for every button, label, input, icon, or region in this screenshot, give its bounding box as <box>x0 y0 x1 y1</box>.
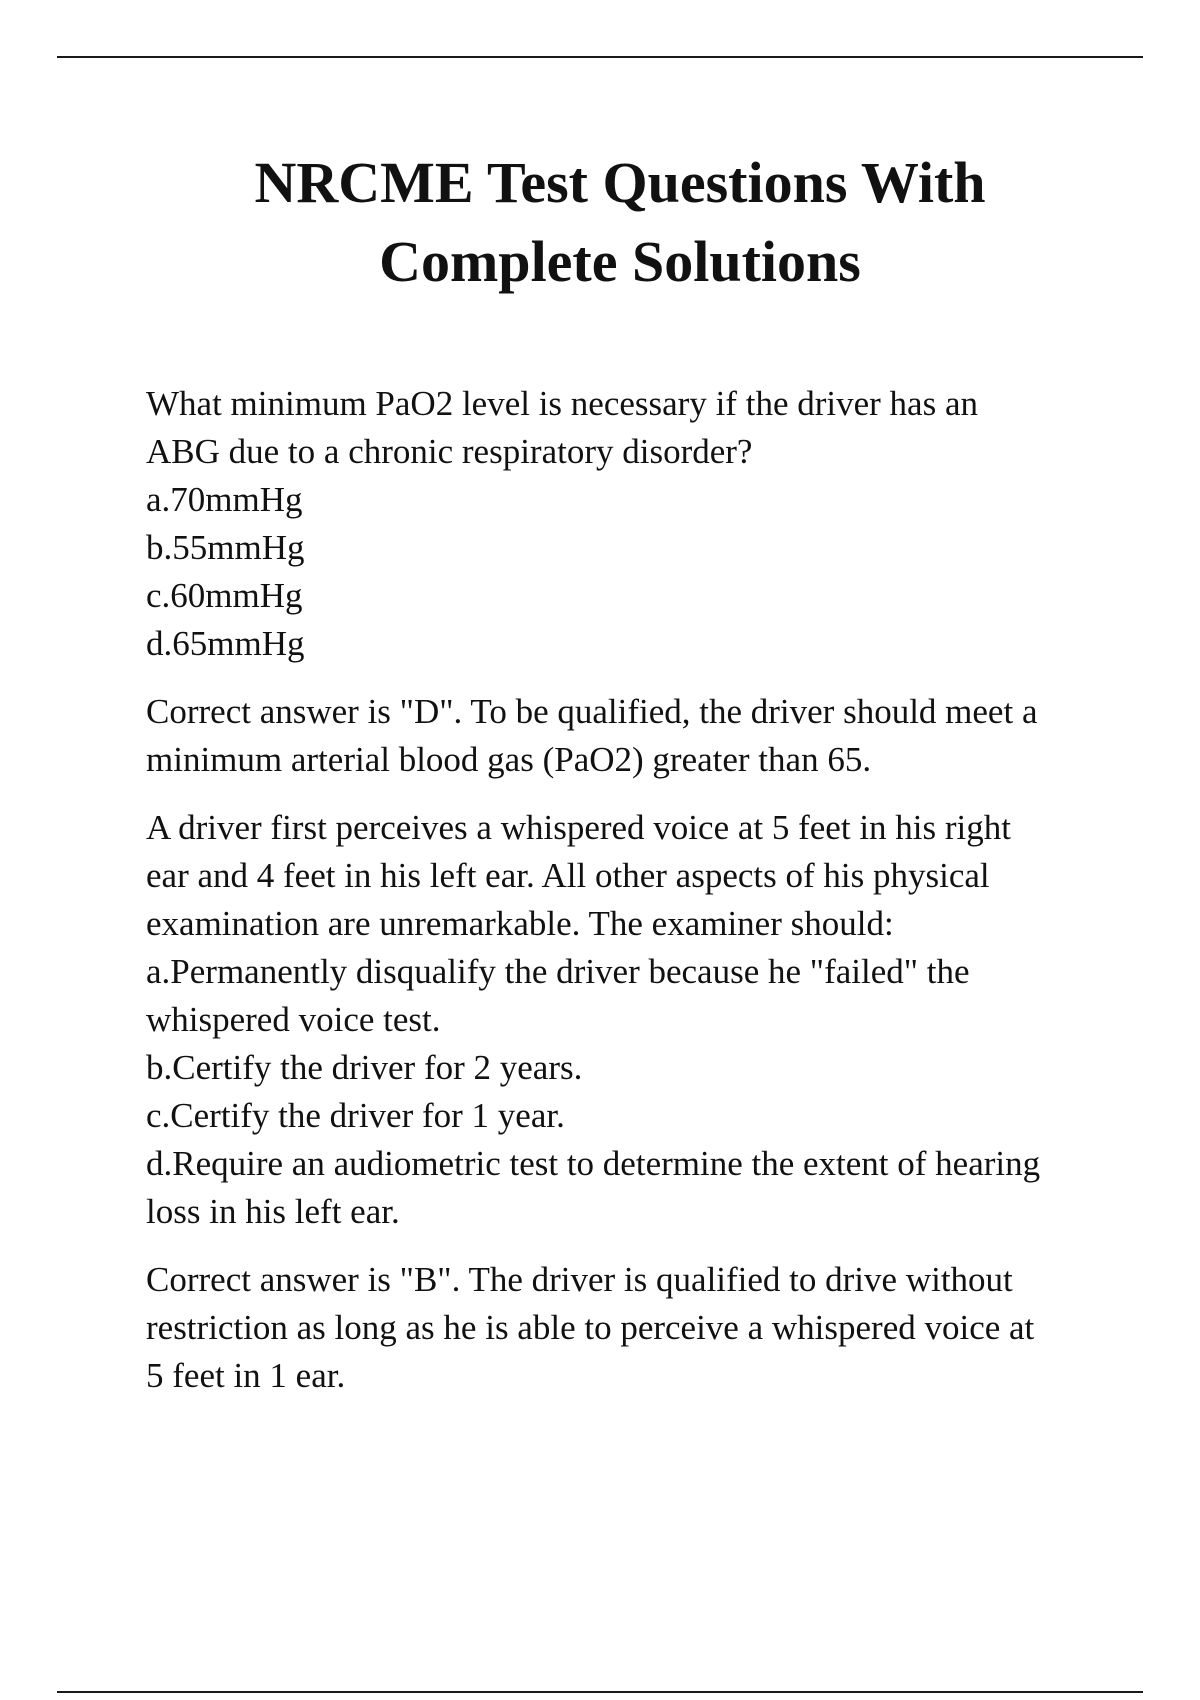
option-b: b.55mmHg <box>146 528 305 567</box>
document-title <box>100 143 1140 301</box>
answer-text: restriction as long as he is able to perceive a whispered voice at <box>146 1308 1035 1347</box>
answer-2 <box>146 1256 1106 1400</box>
option-a: a.Permanently disqualify the driver because he "failed" the <box>146 952 970 991</box>
answer-1 <box>146 688 1106 784</box>
footer-rule <box>57 1691 1143 1693</box>
answer-text: Correct answer is "B". The driver is qualified to drive without <box>146 1260 1013 1299</box>
title-line: NRCME Test Questions With <box>254 150 986 215</box>
option-d-cont: loss in his left ear. <box>146 1192 400 1231</box>
option-c: c.Certify the driver for 1 year. <box>146 1096 565 1135</box>
answer-text: Correct answer is "D". To be qualified, the driver should meet a <box>146 692 1038 731</box>
question-text: A driver first perceives a whispered voice at 5 feet in his right <box>146 808 1011 847</box>
option-a: a.70mmHg <box>146 480 303 519</box>
header-rule <box>57 56 1143 58</box>
option-d: d.Require an audiometric test to determine the extent of hearing <box>146 1144 1041 1183</box>
document-body <box>146 380 1106 1420</box>
question-text: ear and 4 feet in his left ear. All other aspects of his physical <box>146 856 990 895</box>
question-text: ABG due to a chronic respiratory disorder? <box>146 432 753 471</box>
option-d: d.65mmHg <box>146 624 305 663</box>
question-text: What minimum PaO2 level is necessary if the driver has an <box>146 384 978 423</box>
question-1 <box>146 380 1106 668</box>
answer-text: 5 feet in 1 ear. <box>146 1356 346 1395</box>
option-b: b.Certify the driver for 2 years. <box>146 1048 583 1087</box>
option-c: c.60mmHg <box>146 576 303 615</box>
question-2 <box>146 804 1106 1236</box>
option-a-cont: whispered voice test. <box>146 1000 441 1039</box>
question-text: examination are unremarkable. The examiner should: <box>146 904 894 943</box>
title-line: Complete Solutions <box>379 229 861 294</box>
answer-text: minimum arterial blood gas (PaO2) greater than 65. <box>146 740 872 779</box>
